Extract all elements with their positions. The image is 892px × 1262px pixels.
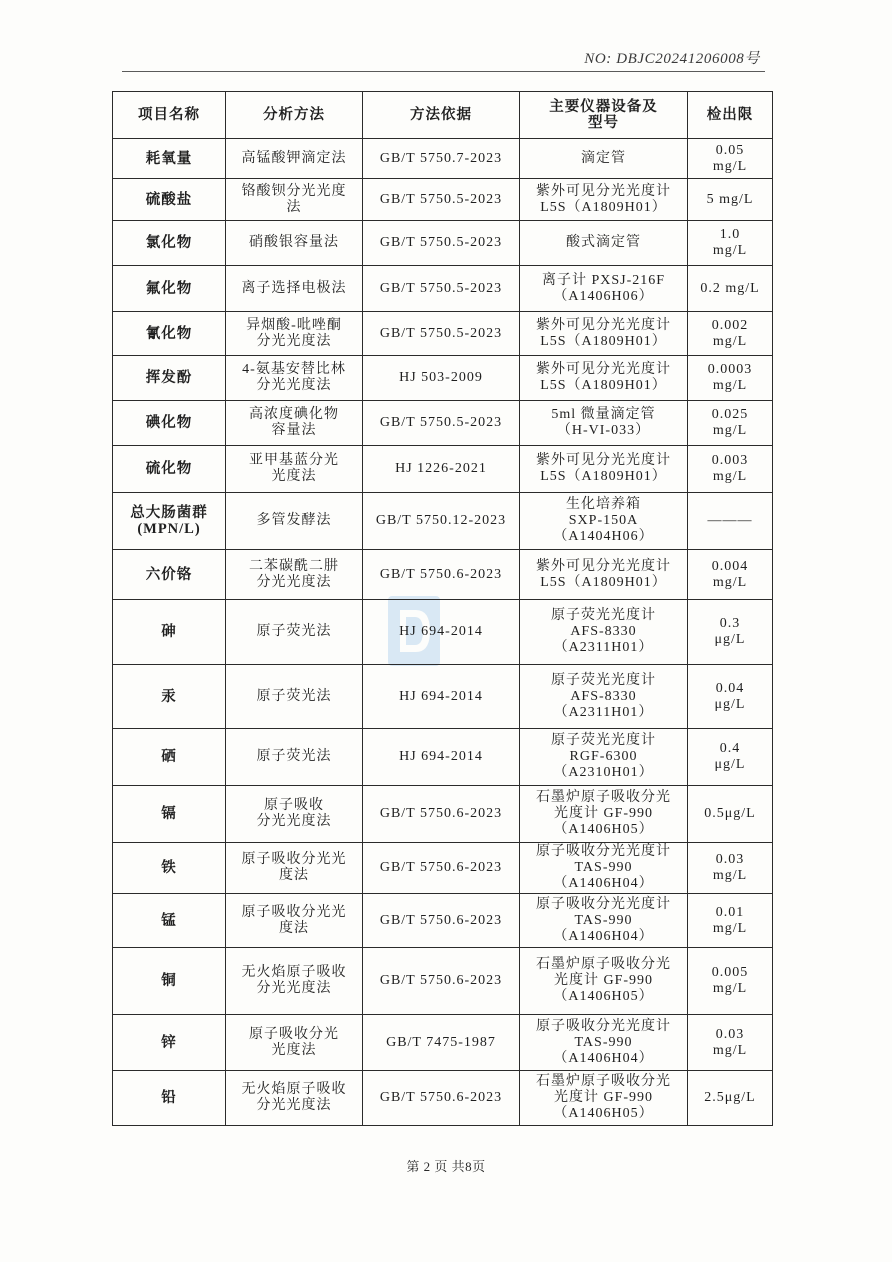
instrument-cell-text: TAS-990 [574, 860, 633, 875]
instrument-cell [520, 446, 688, 493]
basis-cell-text: GB/T 5750.5-2023 [379, 415, 503, 430]
method-cell-text: 分光光度法 [256, 814, 332, 829]
instrument-cell-text: 光度计 GF-990 [553, 1090, 654, 1105]
instrument-cell-text: TAS-990 [574, 1034, 633, 1050]
item-name-cell-text: 六价铬 [145, 566, 193, 583]
method-cell [226, 179, 363, 221]
instrument-cell-text: L5S（A1809H01） [540, 469, 667, 484]
basis-cell-text: GB/T 5750.12-2023 [375, 513, 507, 528]
limit-cell-text: 0.0003 [707, 362, 753, 377]
limit-cell [688, 401, 773, 446]
header-instrument-line: 主要仪器设备及 [549, 99, 658, 115]
basis-cell [363, 1071, 520, 1126]
limit-cell-text: 0.04 [715, 680, 745, 696]
instrument-cell-text: 紫外可见分光光度计 [536, 317, 671, 333]
table-row [113, 600, 773, 665]
instrument-cell-text: 滴定管 [581, 150, 626, 166]
item-name-cell [113, 312, 226, 356]
method-cell-text: 原子荧光法 [256, 688, 332, 704]
method-cell-text: 度法 [279, 920, 309, 936]
table-body [113, 139, 773, 1126]
basis-cell-text: HJ 694-2014 [399, 749, 483, 764]
method-cell-text: 二苯碳酰二肼 [249, 558, 339, 574]
instrument-cell-text: 石墨炉原子吸收分光 [536, 790, 671, 805]
basis-cell [363, 266, 520, 312]
limit-cell-text: ——— [707, 513, 753, 528]
basis-cell-text: GB/T 5750.6-2023 [379, 806, 503, 821]
item-name-cell-text: 氯化物 [145, 235, 193, 251]
item-name-cell [113, 1015, 226, 1071]
table-row [113, 356, 773, 401]
method-cell [226, 139, 363, 179]
instrument-cell [520, 139, 688, 179]
limit-cell-text: 1.0 [719, 227, 741, 242]
header-method-basis-line: 方法依据 [410, 107, 472, 123]
instrument-cell-text: 紫外可见分光光度计 [536, 183, 671, 199]
instrument-cell-text: 光度计 GF-990 [553, 973, 654, 988]
instrument-cell [520, 221, 688, 266]
method-cell-text: 分光光度法 [256, 333, 332, 349]
item-name-cell-text: 汞 [161, 688, 177, 705]
instrument-cell [520, 493, 688, 550]
instrument-cell [520, 401, 688, 446]
method-cell-text: 高浓度碘化物 [249, 407, 339, 422]
instrument-cell-text: RGF-6300 [569, 749, 638, 764]
header-analysis-method [226, 92, 363, 139]
table-row [113, 948, 773, 1015]
item-name-cell-text: 铜 [161, 973, 177, 989]
instrument-cell-text: 紫外可见分光光度计 [536, 362, 671, 377]
limit-cell [688, 843, 773, 894]
instrument-cell-text: 原子吸收分光光度计 [536, 844, 671, 859]
item-name-cell-text: 碘化物 [145, 415, 193, 431]
instrument-cell-text: 紫外可见分光光度计 [536, 558, 671, 574]
item-name-cell [113, 221, 226, 266]
method-cell [226, 1015, 363, 1071]
header-row [113, 92, 773, 139]
method-cell [226, 356, 363, 401]
limit-cell-text: 0.5μg/L [704, 806, 756, 821]
limit-cell-text: μg/L [714, 696, 746, 712]
instrument-cell-text: 石墨炉原子吸收分光 [536, 1074, 671, 1089]
limit-cell-text: mg/L [712, 158, 748, 174]
instrument-cell-text: 生化培养箱 [566, 497, 641, 512]
table-row [113, 266, 773, 312]
header-instrument-line: 型号 [588, 115, 619, 131]
instrument-cell [520, 729, 688, 786]
table-header [113, 92, 773, 139]
method-cell-text: 原子吸收分光光 [241, 904, 347, 920]
item-name-cell [113, 894, 226, 948]
method-cell [226, 221, 363, 266]
limit-cell-text: mg/L [712, 868, 748, 883]
basis-cell [363, 600, 520, 665]
method-cell-text: 离子选择电极法 [241, 280, 347, 296]
item-name-cell-text: 铁 [161, 860, 177, 876]
method-cell-text: 分光光度法 [256, 378, 332, 393]
basis-cell-text: GB/T 5750.6-2023 [379, 860, 503, 875]
header-method-basis [363, 92, 520, 139]
item-name-cell [113, 1071, 226, 1126]
limit-cell-text: mg/L [712, 981, 748, 996]
basis-cell-text: GB/T 7475-1987 [386, 1034, 496, 1050]
method-cell-text: 硝酸银容量法 [249, 235, 339, 250]
limit-cell [688, 221, 773, 266]
instrument-cell-text: （A2310H01） [553, 765, 654, 780]
table-row [113, 312, 773, 356]
method-cell-text: 无火焰原子吸收 [241, 1082, 347, 1097]
limit-cell-text: 0.03 [715, 1026, 745, 1042]
method-cell-text: 光度法 [271, 469, 317, 484]
table-row [113, 139, 773, 179]
basis-cell [363, 1015, 520, 1071]
table-row [113, 221, 773, 266]
basis-cell [363, 550, 520, 600]
basis-cell [363, 179, 520, 221]
instrument-cell-text: SXP-150A [568, 513, 639, 528]
method-cell-text: 分光光度法 [256, 981, 332, 996]
instrument-cell-text: 原子荧光光度计 [551, 672, 656, 688]
limit-cell [688, 312, 773, 356]
limit-cell-text: mg/L [712, 920, 748, 936]
item-name-cell-text: 镉 [161, 806, 177, 822]
item-name-cell-text: 硫酸盐 [145, 191, 193, 208]
table-row [113, 843, 773, 894]
item-name-cell [113, 446, 226, 493]
item-name-cell-text: 铅 [161, 1090, 177, 1106]
table-row [113, 786, 773, 843]
limit-cell [688, 600, 773, 665]
method-cell-text: 分光光度法 [256, 1098, 332, 1113]
instrument-cell-text: （A1406H04） [553, 876, 654, 891]
limit-cell [688, 446, 773, 493]
item-name-cell [113, 493, 226, 550]
instrument-cell-text: 光度计 GF-990 [553, 806, 654, 821]
item-name-cell [113, 401, 226, 446]
instrument-cell-text: AFS-8330 [570, 688, 637, 704]
item-name-cell-text: 锰 [161, 912, 177, 929]
table-row [113, 665, 773, 729]
method-cell [226, 729, 363, 786]
item-name-cell [113, 139, 226, 179]
method-cell-text: 高锰酸钾滴定法 [241, 150, 347, 166]
basis-cell-text: HJ 694-2014 [399, 688, 483, 704]
header-detection-limit-line: 检出限 [706, 107, 754, 123]
basis-cell-text: GB/T 5750.6-2023 [379, 973, 503, 988]
instrument-cell-text: TAS-990 [574, 912, 633, 928]
method-cell [226, 493, 363, 550]
basis-cell [363, 446, 520, 493]
instrument-cell-text: （A1404H06） [553, 529, 654, 544]
page-footer: 第 2 页 共8页 [406, 1159, 486, 1174]
method-cell-text: 原子吸收分光光 [241, 852, 347, 867]
header-instrument [520, 92, 688, 139]
method-cell [226, 312, 363, 356]
item-name-cell [113, 729, 226, 786]
item-name-cell-text: 氰化物 [145, 325, 193, 342]
item-name-cell [113, 665, 226, 729]
limit-cell [688, 179, 773, 221]
instrument-cell-text: （A2311H01） [553, 640, 654, 655]
limit-cell-text: μg/L [714, 632, 746, 647]
basis-cell [363, 493, 520, 550]
method-cell [226, 894, 363, 948]
basis-cell-text: GB/T 5750.5-2023 [379, 191, 503, 207]
instrument-cell-text: 原子荧光光度计 [551, 733, 656, 748]
basis-cell [363, 948, 520, 1015]
item-name-cell-text: 硒 [161, 749, 177, 765]
instrument-cell [520, 843, 688, 894]
instrument-cell-text: （A1406H05） [553, 822, 654, 837]
limit-cell-text: mg/L [712, 1042, 748, 1058]
method-cell-text: 原子荧光法 [256, 749, 332, 764]
basis-cell [363, 139, 520, 179]
basis-cell [363, 221, 520, 266]
basis-cell-text: GB/T 5750.6-2023 [379, 912, 503, 928]
instrument-cell-text: （A1406H05） [553, 1106, 654, 1121]
limit-cell-text: 0.03 [715, 852, 745, 867]
item-name-cell [113, 266, 226, 312]
item-name-cell-text: 硫化物 [145, 461, 193, 477]
instrument-cell [520, 665, 688, 729]
limit-cell [688, 948, 773, 1015]
method-cell-text: 光度法 [271, 1042, 317, 1058]
method-cell [226, 843, 363, 894]
table-row [113, 401, 773, 446]
table-row [113, 493, 773, 550]
instrument-cell-text: 离子计 PXSJ-216F [541, 272, 666, 288]
instrument-cell [520, 1071, 688, 1126]
method-cell [226, 1071, 363, 1126]
instrument-cell-text: 原子吸收分光光度计 [536, 1018, 671, 1034]
basis-cell-text: GB/T 5750.5-2023 [379, 280, 503, 296]
results-table [112, 91, 773, 1126]
limit-cell [688, 894, 773, 948]
item-name-cell-text: 锌 [161, 1034, 177, 1051]
header-analysis-method-line: 分析方法 [263, 107, 325, 123]
method-cell [226, 266, 363, 312]
limit-cell [688, 550, 773, 600]
instrument-cell-text: 原子吸收分光光度计 [536, 896, 671, 912]
basis-cell-text: GB/T 5750.5-2023 [379, 235, 503, 250]
instrument-cell-text: 酸式滴定管 [566, 235, 641, 250]
instrument-cell-text: （A1406H04） [553, 1050, 654, 1066]
method-cell-text: 分光光度法 [256, 574, 332, 590]
basis-cell-text: HJ 1226-2021 [395, 461, 487, 476]
method-cell-text: 无火焰原子吸收 [241, 965, 347, 980]
instrument-cell-text: 石墨炉原子吸收分光 [536, 957, 671, 972]
limit-cell-text: mg/L [712, 574, 748, 590]
method-cell-text: 原子荧光法 [256, 624, 332, 639]
method-cell-text: 原子吸收 [264, 798, 324, 813]
instrument-cell-text: AFS-8330 [570, 624, 637, 639]
method-cell-text: 原子吸收分光 [249, 1026, 339, 1042]
header-item-name [113, 92, 226, 139]
limit-cell-text: 0.01 [715, 904, 745, 920]
limit-cell-text: 0.4 [719, 741, 741, 756]
instrument-cell [520, 1015, 688, 1071]
instrument-cell [520, 312, 688, 356]
item-name-cell [113, 786, 226, 843]
limit-cell-text: mg/L [712, 423, 748, 438]
limit-cell [688, 729, 773, 786]
method-cell-text: 异烟酸-吡唑酮 [246, 317, 342, 333]
limit-cell [688, 139, 773, 179]
limit-cell [688, 786, 773, 843]
basis-cell [363, 665, 520, 729]
instrument-cell-text: （A1406H06） [553, 288, 654, 304]
limit-cell [688, 493, 773, 550]
limit-cell-text: 0.025 [711, 407, 749, 422]
item-name-cell [113, 356, 226, 401]
instrument-cell [520, 894, 688, 948]
method-cell-text: 度法 [279, 868, 309, 883]
report-number: NO: DBJC20241206008号 [584, 51, 760, 67]
limit-cell-text: 0.3 [719, 616, 741, 631]
method-cell [226, 446, 363, 493]
table-row [113, 1071, 773, 1126]
basis-cell [363, 894, 520, 948]
basis-cell-text: GB/T 5750.6-2023 [379, 566, 503, 582]
limit-cell [688, 1071, 773, 1126]
limit-cell [688, 1015, 773, 1071]
item-name-cell [113, 550, 226, 600]
instrument-cell-text: 5ml 微量滴定管 [551, 407, 656, 422]
basis-cell-text: GB/T 5750.7-2023 [379, 150, 503, 166]
method-cell [226, 786, 363, 843]
basis-cell [363, 729, 520, 786]
method-cell [226, 665, 363, 729]
item-name-cell-text: 氟化物 [145, 280, 193, 297]
instrument-cell-text: L5S（A1809H01） [540, 333, 667, 349]
basis-cell [363, 786, 520, 843]
instrument-cell [520, 786, 688, 843]
item-name-cell-text: 耗氧量 [145, 150, 193, 167]
basis-cell [363, 312, 520, 356]
method-cell [226, 401, 363, 446]
method-cell-text: 铬酸钡分光光度 [241, 183, 347, 199]
basis-cell-text: GB/T 5750.6-2023 [379, 1090, 503, 1105]
limit-cell [688, 665, 773, 729]
instrument-cell [520, 179, 688, 221]
limit-cell-text: mg/L [712, 243, 748, 258]
instrument-cell [520, 550, 688, 600]
instrument-cell-text: L5S（A1809H01） [540, 574, 667, 590]
basis-cell [363, 401, 520, 446]
method-cell-text: 亚甲基蓝分光 [249, 453, 339, 468]
instrument-cell [520, 266, 688, 312]
instrument-cell-text: （A1406H04） [553, 928, 654, 944]
limit-cell-text: 0.05 [715, 142, 745, 158]
limit-cell-text: mg/L [712, 333, 748, 349]
basis-cell-text: GB/T 5750.5-2023 [379, 325, 503, 341]
limit-cell [688, 266, 773, 312]
basis-cell [363, 843, 520, 894]
limit-cell-text: mg/L [712, 469, 748, 484]
basis-cell [363, 356, 520, 401]
instrument-cell-text: （H-VI-033） [556, 423, 651, 438]
limit-cell-text: 2.5μg/L [704, 1090, 756, 1105]
basis-cell-text: HJ 694-2014 [399, 624, 483, 639]
table-row [113, 550, 773, 600]
instrument-cell-text: 紫外可见分光光度计 [536, 453, 671, 468]
table-row [113, 894, 773, 948]
item-name-cell-text: (MPN/L) [137, 521, 201, 537]
limit-cell-text: 0.002 [711, 317, 749, 333]
method-cell-text: 4-氨基安替比林 [242, 362, 346, 377]
table-row [113, 1015, 773, 1071]
item-name-cell [113, 948, 226, 1015]
limit-cell-text: mg/L [712, 378, 748, 393]
limit-cell-text: μg/L [714, 757, 746, 772]
instrument-cell-text: L5S（A1809H01） [540, 378, 667, 393]
limit-cell-text: 0.005 [711, 965, 749, 980]
limit-cell [688, 356, 773, 401]
method-cell-text: 法 [286, 199, 302, 215]
item-name-cell [113, 600, 226, 665]
item-name-cell-text: 总大肠菌群 [130, 505, 208, 521]
header-detection-limit [688, 92, 773, 139]
instrument-cell-text: 原子荧光光度计 [551, 608, 656, 623]
basis-cell-text: HJ 503-2009 [399, 370, 483, 385]
instrument-cell [520, 356, 688, 401]
table-row [113, 729, 773, 786]
item-name-cell-text: 砷 [161, 624, 177, 640]
table-row [113, 179, 773, 221]
limit-cell-text: 5 mg/L [706, 191, 754, 207]
header-item-name-line: 项目名称 [138, 107, 200, 123]
method-cell [226, 948, 363, 1015]
limit-cell-text: 0.003 [711, 453, 749, 468]
instrument-cell-text: （A2311H01） [553, 704, 654, 720]
instrument-cell-text: L5S（A1809H01） [540, 199, 667, 215]
method-cell [226, 550, 363, 600]
method-cell-text: 容量法 [271, 423, 317, 438]
header-rule [122, 71, 765, 72]
item-name-cell-text: 挥发酚 [145, 370, 193, 386]
instrument-cell [520, 948, 688, 1015]
method-cell [226, 600, 363, 665]
table-row [113, 446, 773, 493]
item-name-cell [113, 843, 226, 894]
instrument-cell [520, 600, 688, 665]
limit-cell-text: 0.2 mg/L [700, 280, 760, 296]
method-cell-text: 多管发酵法 [256, 513, 332, 528]
limit-cell-text: 0.004 [711, 558, 749, 574]
item-name-cell [113, 179, 226, 221]
instrument-cell-text: （A1406H05） [553, 989, 654, 1004]
